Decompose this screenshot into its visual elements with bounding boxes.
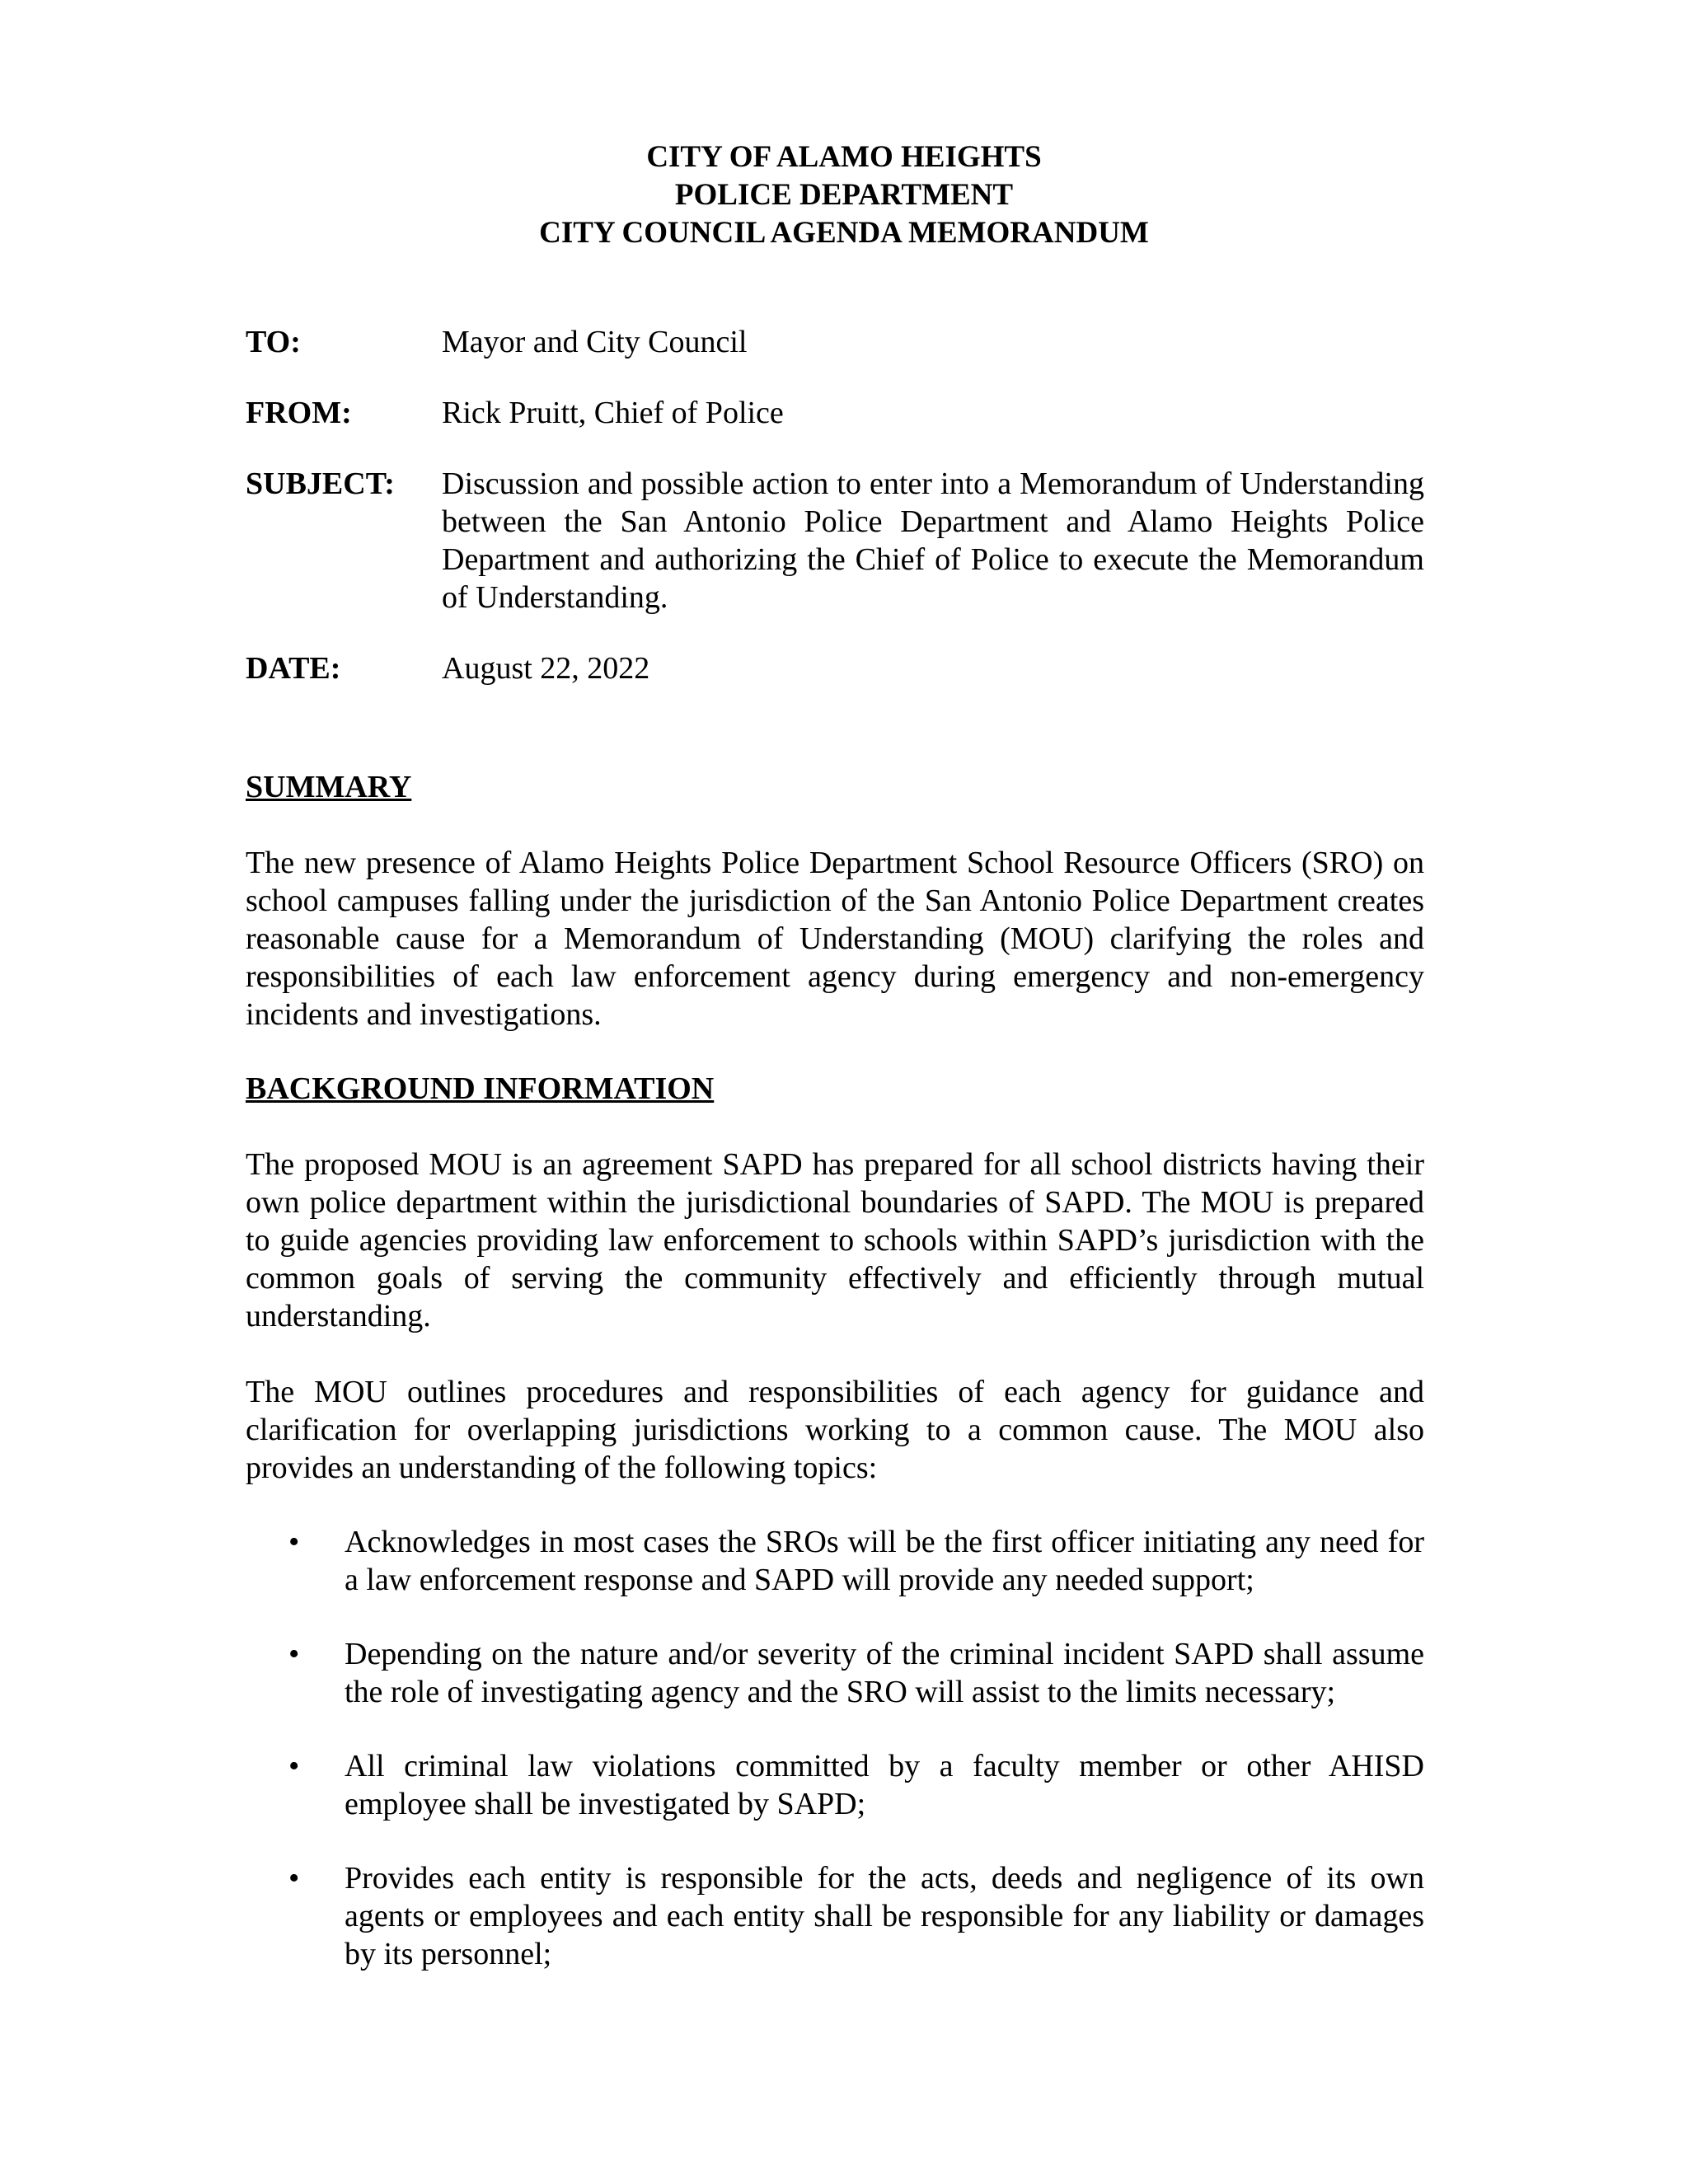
list-item-text: Depending on the nature and/or severity of the criminal incident SAPD shall assume the role of investigating agency and the SRO will assist to the limits necessary; (345, 1637, 1424, 1709)
from-row (246, 394, 1424, 432)
list-item (288, 1859, 1424, 1973)
header-city: CITY OF ALAMO HEIGHTS (646, 140, 1042, 174)
list-item (288, 1523, 1424, 1599)
memo-header (0, 138, 1688, 252)
topics-list (288, 1523, 1424, 2009)
summary-section (246, 768, 1424, 1033)
subject-row (246, 465, 1424, 616)
background-paragraph-2: The MOU outlines procedures and responsibilities of each agency for guidance and clarification for overlapping jurisdictions working to a common cause. The MOU also provides an understanding of the following topics: (246, 1375, 1424, 1485)
to-value: Mayor and City Council (442, 325, 748, 359)
to-label: TO: (246, 325, 301, 359)
bullet-icon: • (288, 1637, 300, 1671)
from-value: Rick Pruitt, Chief of Police (442, 396, 784, 430)
list-item-text: Provides each entity is responsible for the acts, deeds and negligence of its own agents or employees and each entity shall be responsible for any liability or damages by its personnel; (345, 1861, 1424, 1971)
bullet-icon: • (288, 1861, 300, 1896)
background-section (246, 1070, 1424, 1487)
to-row (246, 323, 1424, 361)
date-label: DATE: (246, 651, 341, 686)
background-paragraph-1: The proposed MOU is an agreement SAPD has prepared for all school districts having their own police department within the jurisdictional boundaries of SAPD. The MOU is prepared to guide agencies providing law enforcement to schools within SAPD’s jurisdiction with the common goals of serving the community effectively and efficiently through mutual understanding. (246, 1147, 1424, 1333)
subject-label: SUBJECT: (246, 466, 395, 501)
summary-heading: SUMMARY (246, 770, 412, 804)
summary-text: The new presence of Alamo Heights Police Department School Resource Officers (SRO) on school campuses falling under the jurisdiction of the San Antonio Police Department creates reasonable cause for a Memorandum of Understanding (MOU) clarifying the roles and responsibilities of each law enforcement agency during emergency and non-emergency incidents and investigations. (246, 846, 1424, 1032)
bullet-icon: • (288, 1749, 300, 1783)
list-item (288, 1635, 1424, 1711)
from-label: FROM: (246, 396, 352, 430)
bullet-icon: • (288, 1525, 300, 1559)
header-department: POLICE DEPARTMENT (674, 178, 1014, 212)
list-item-text: All criminal law violations committed by a faculty member or other AHISD employee shall be investigated by SAPD; (345, 1749, 1424, 1821)
list-item-text: Acknowledges in most cases the SROs will be the first officer initiating any need for a law enforcement response and SAPD will provide any needed support; (345, 1525, 1424, 1597)
list-item (288, 1747, 1424, 1823)
date-row (246, 649, 1424, 687)
background-heading: BACKGROUND INFORMATION (246, 1071, 715, 1106)
header-doc-type: CITY COUNCIL AGENDA MEMORANDUM (539, 216, 1149, 250)
memo-fields (246, 323, 1424, 720)
subject-value: Discussion and possible action to enter into a Memorandum of Understanding between the San Antonio Police Department and Alamo Heights Police Department and authorizing the Chief of Police to execute the Memorandum of Understanding. (442, 466, 1424, 615)
date-value: August 22, 2022 (442, 651, 650, 686)
